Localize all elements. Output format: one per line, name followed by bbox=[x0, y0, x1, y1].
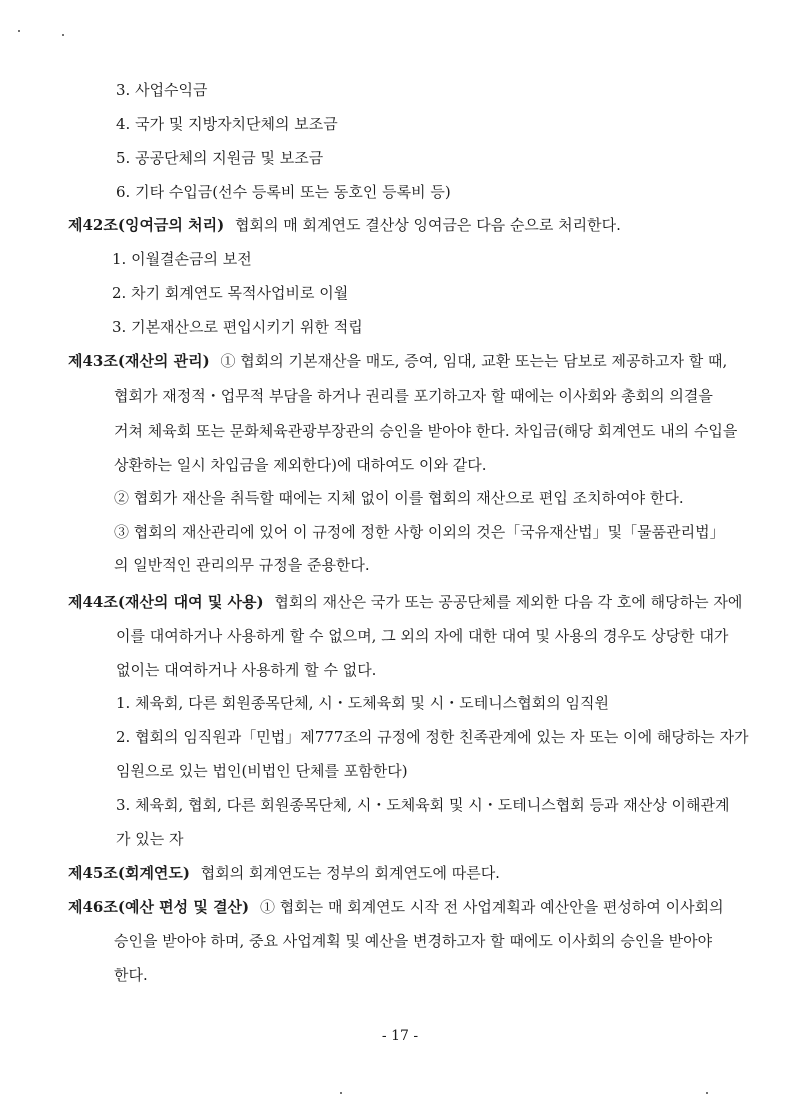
art43-p1-line-1: ① 협회의 기본재산을 매도, 증여, 임대, 교환 또는는 담보로 제공하고자 할 때, bbox=[220, 352, 728, 370]
art41-item-3: 3. 사업수익금 bbox=[116, 81, 208, 99]
art42-item-2: 2. 차기 회계연도 목적사업비로 이월 bbox=[112, 284, 349, 302]
scan-speck bbox=[706, 1092, 708, 1094]
art44-line-1 bbox=[68, 592, 742, 612]
art43-p3-line-1: ③ 협회의 재산관리에 있어 이 규정에 정한 사항 이외의 것은「국유재산법」및「물품관리법」 bbox=[114, 523, 725, 541]
art44-item-3-line-2: 가 있는 자 bbox=[116, 830, 184, 848]
art44-item-3-line-1: 3. 체육회, 협회, 다른 회원종목단체, 시・도체육회 및 시・도테니스협회 등과 재산상 이해관계 bbox=[116, 796, 730, 814]
art42-item-3: 3. 기본재산으로 편입시키기 위한 적립 bbox=[112, 318, 363, 336]
art41-item-5: 5. 공공단체의 지원금 및 보조금 bbox=[116, 149, 324, 167]
art42-item-1: 1. 이월결손금의 보전 bbox=[112, 250, 252, 268]
art46-heading: 제46조(예산 편성 및 결산) bbox=[68, 898, 250, 916]
art44-item-1: 1. 체육회, 다른 회원종목단체, 시・도체육회 및 시・도테니스협회의 임직원 bbox=[116, 694, 609, 712]
art44-item-2-line-2: 임원으로 있는 법인(비법인 단체를 포함한다) bbox=[116, 762, 408, 780]
art43-line-1 bbox=[68, 351, 740, 371]
art44-item-2-line-1: 2. 협회의 임직원과「민법」제777조의 규정에 정한 친족관계에 있는 자 또는 이에 해당하는 자가 bbox=[116, 728, 749, 746]
art43-p1-line-4: 상환하는 일시 차입금을 제외한다)에 대하여도 이와 같다. bbox=[114, 456, 487, 474]
art41-item-6: 6. 기타 수입금(선수 등록비 또는 동호인 등록비 등) bbox=[116, 183, 451, 201]
art42-line bbox=[68, 215, 621, 235]
scan-speck bbox=[62, 34, 64, 36]
art45-line bbox=[68, 863, 500, 883]
art43-p2: ② 협회가 재산을 취득할 때에는 지체 없이 이를 협회의 재산으로 편입 조치하여야 한다. bbox=[114, 489, 684, 507]
art44-heading: 제44조(재산의 대여 및 사용) bbox=[68, 593, 264, 611]
art43-p1-line-3: 거쳐 체육회 또는 문화체육관광부장관의 승인을 받아야 한다. 차입금(해당 회계연도 내의 수입을 bbox=[114, 422, 738, 440]
art42-heading: 제42조(잉여금의 처리) bbox=[68, 216, 225, 234]
art42-text: 협회의 매 회계연도 결산상 잉여금은 다음 순으로 처리한다. bbox=[235, 216, 621, 234]
art44-text-line-2: 이를 대여하거나 사용하게 할 수 없으며, 그 외의 자에 대한 대여 및 사용의 경우도 상당한 대가 bbox=[116, 627, 729, 645]
art43-p3-line-2: 의 일반적인 관리의무 규정을 준용한다. bbox=[114, 556, 370, 574]
art45-heading: 제45조(회계연도) bbox=[68, 864, 191, 882]
art46-text-line-2: 승인을 받아야 하며, 중요 사업계획 및 예산을 변경하고자 할 때에도 이사회의 승인을 받아야 bbox=[114, 932, 713, 950]
art46-line-1 bbox=[68, 897, 724, 917]
art44-text-line-3: 없이는 대여하거나 사용하게 할 수 없다. bbox=[116, 661, 377, 679]
art46-text-line-1: ① 협회는 매 회계연도 시작 전 사업계획과 예산안을 편성하여 이사회의 bbox=[259, 898, 724, 916]
scan-speck bbox=[340, 1092, 342, 1094]
scan-speck bbox=[18, 30, 20, 32]
art43-p1-line-2: 협회가 재정적・업무적 부담을 하거나 권리를 포기하고자 할 때에는 이사회와 총회의 의결을 bbox=[114, 387, 713, 405]
art45-text: 협회의 회계연도는 정부의 회계연도에 따른다. bbox=[200, 864, 500, 882]
art41-item-4: 4. 국가 및 지방자치단체의 보조금 bbox=[116, 115, 338, 133]
art46-text-line-3: 한다. bbox=[114, 966, 148, 984]
page-number: - 17 - bbox=[381, 1028, 419, 1044]
art43-heading: 제43조(재산의 관리) bbox=[68, 352, 210, 370]
art44-text-line-1: 협회의 재산은 국가 또는 공공단체를 제외한 다음 각 호에 해당하는 자에 bbox=[274, 593, 743, 611]
